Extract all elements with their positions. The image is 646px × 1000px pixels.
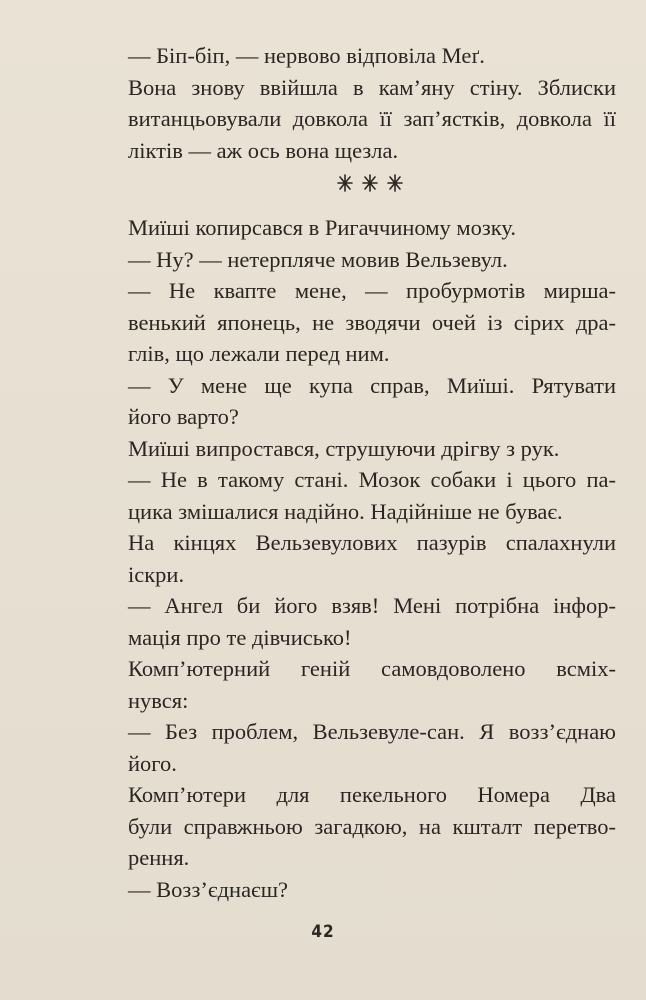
paragraph — [128, 716, 616, 779]
text-line: венький японець, не зводячи очей із сірих дра- — [128, 309, 616, 335]
text-line: Миїші випростався, струшуючи дрігву з рук. — [128, 435, 560, 461]
text-line: мація про те дівчисько! — [128, 624, 352, 650]
text-line: іскри. — [128, 561, 185, 587]
text-line: Вона знову ввійшла в кам’яну стіну. Зблиски — [128, 74, 616, 100]
text-line: цика змішалися надійно. Надійніше не буває. — [128, 498, 563, 524]
paragraph — [128, 370, 616, 433]
text-line: нувся: — [128, 687, 189, 713]
text-line: — Ну? — нетерпляче мовив Вельзевул. — [128, 246, 508, 272]
paragraph — [128, 212, 616, 244]
text-line: Комп’ютери для пекельного Номера Два — [128, 782, 616, 807]
text-line: глів, що лежали перед ним. — [128, 341, 390, 366]
text-line: Комп’ютерний геній самовдоволено всміх- — [128, 656, 616, 681]
paragraph — [128, 779, 616, 874]
paragraph — [128, 590, 616, 653]
text-line: — Без проблем, Вельзевуле-сан. Я возз’єднаю — [128, 719, 616, 744]
text-line: На кінцях Вельзевулових пазурів спалахнули — [128, 530, 616, 555]
paragraph — [128, 653, 616, 716]
text-line: — У мене ще купа справ, Миїші. Рятувати — [128, 372, 616, 398]
text-line: були справжньою загадкою, на кшталт перетво- — [128, 813, 616, 839]
paragraph — [128, 244, 616, 276]
text-line: — Ангел би його взяв! Мені потрібна інфор- — [128, 593, 616, 618]
paragraph — [128, 527, 616, 590]
text-line: його варто? — [128, 404, 239, 429]
text-line: витанцьовували довкола її зап’ястків, довкола її — [128, 106, 616, 131]
text-line: — Не квапте мене, — пробурмотів мирша- — [128, 278, 616, 303]
text-line: ліктів — аж ось вона щезла. — [128, 137, 399, 163]
page-number: 42 — [311, 922, 335, 942]
text-line: — Не в такому стані. Мозок собаки і цього па- — [128, 467, 616, 492]
page-text — [128, 40, 616, 905]
paragraph — [128, 275, 616, 370]
paragraph — [128, 40, 616, 72]
separator-ornament-icon — [336, 173, 408, 193]
section-separator — [128, 166, 616, 208]
text-line: рення. — [128, 845, 190, 870]
paragraph — [128, 72, 616, 167]
text-line: його. — [128, 750, 177, 776]
text-line: Миїші копирсався в Ригаччиному мозку. — [128, 215, 516, 240]
paragraph — [128, 464, 616, 527]
text-line: — Возз’єднаєш? — [128, 876, 289, 902]
text-line: — Біп-біп, — нервово відповіла Меґ. — [128, 43, 485, 68]
paragraph — [128, 874, 616, 906]
paragraph — [128, 433, 616, 465]
